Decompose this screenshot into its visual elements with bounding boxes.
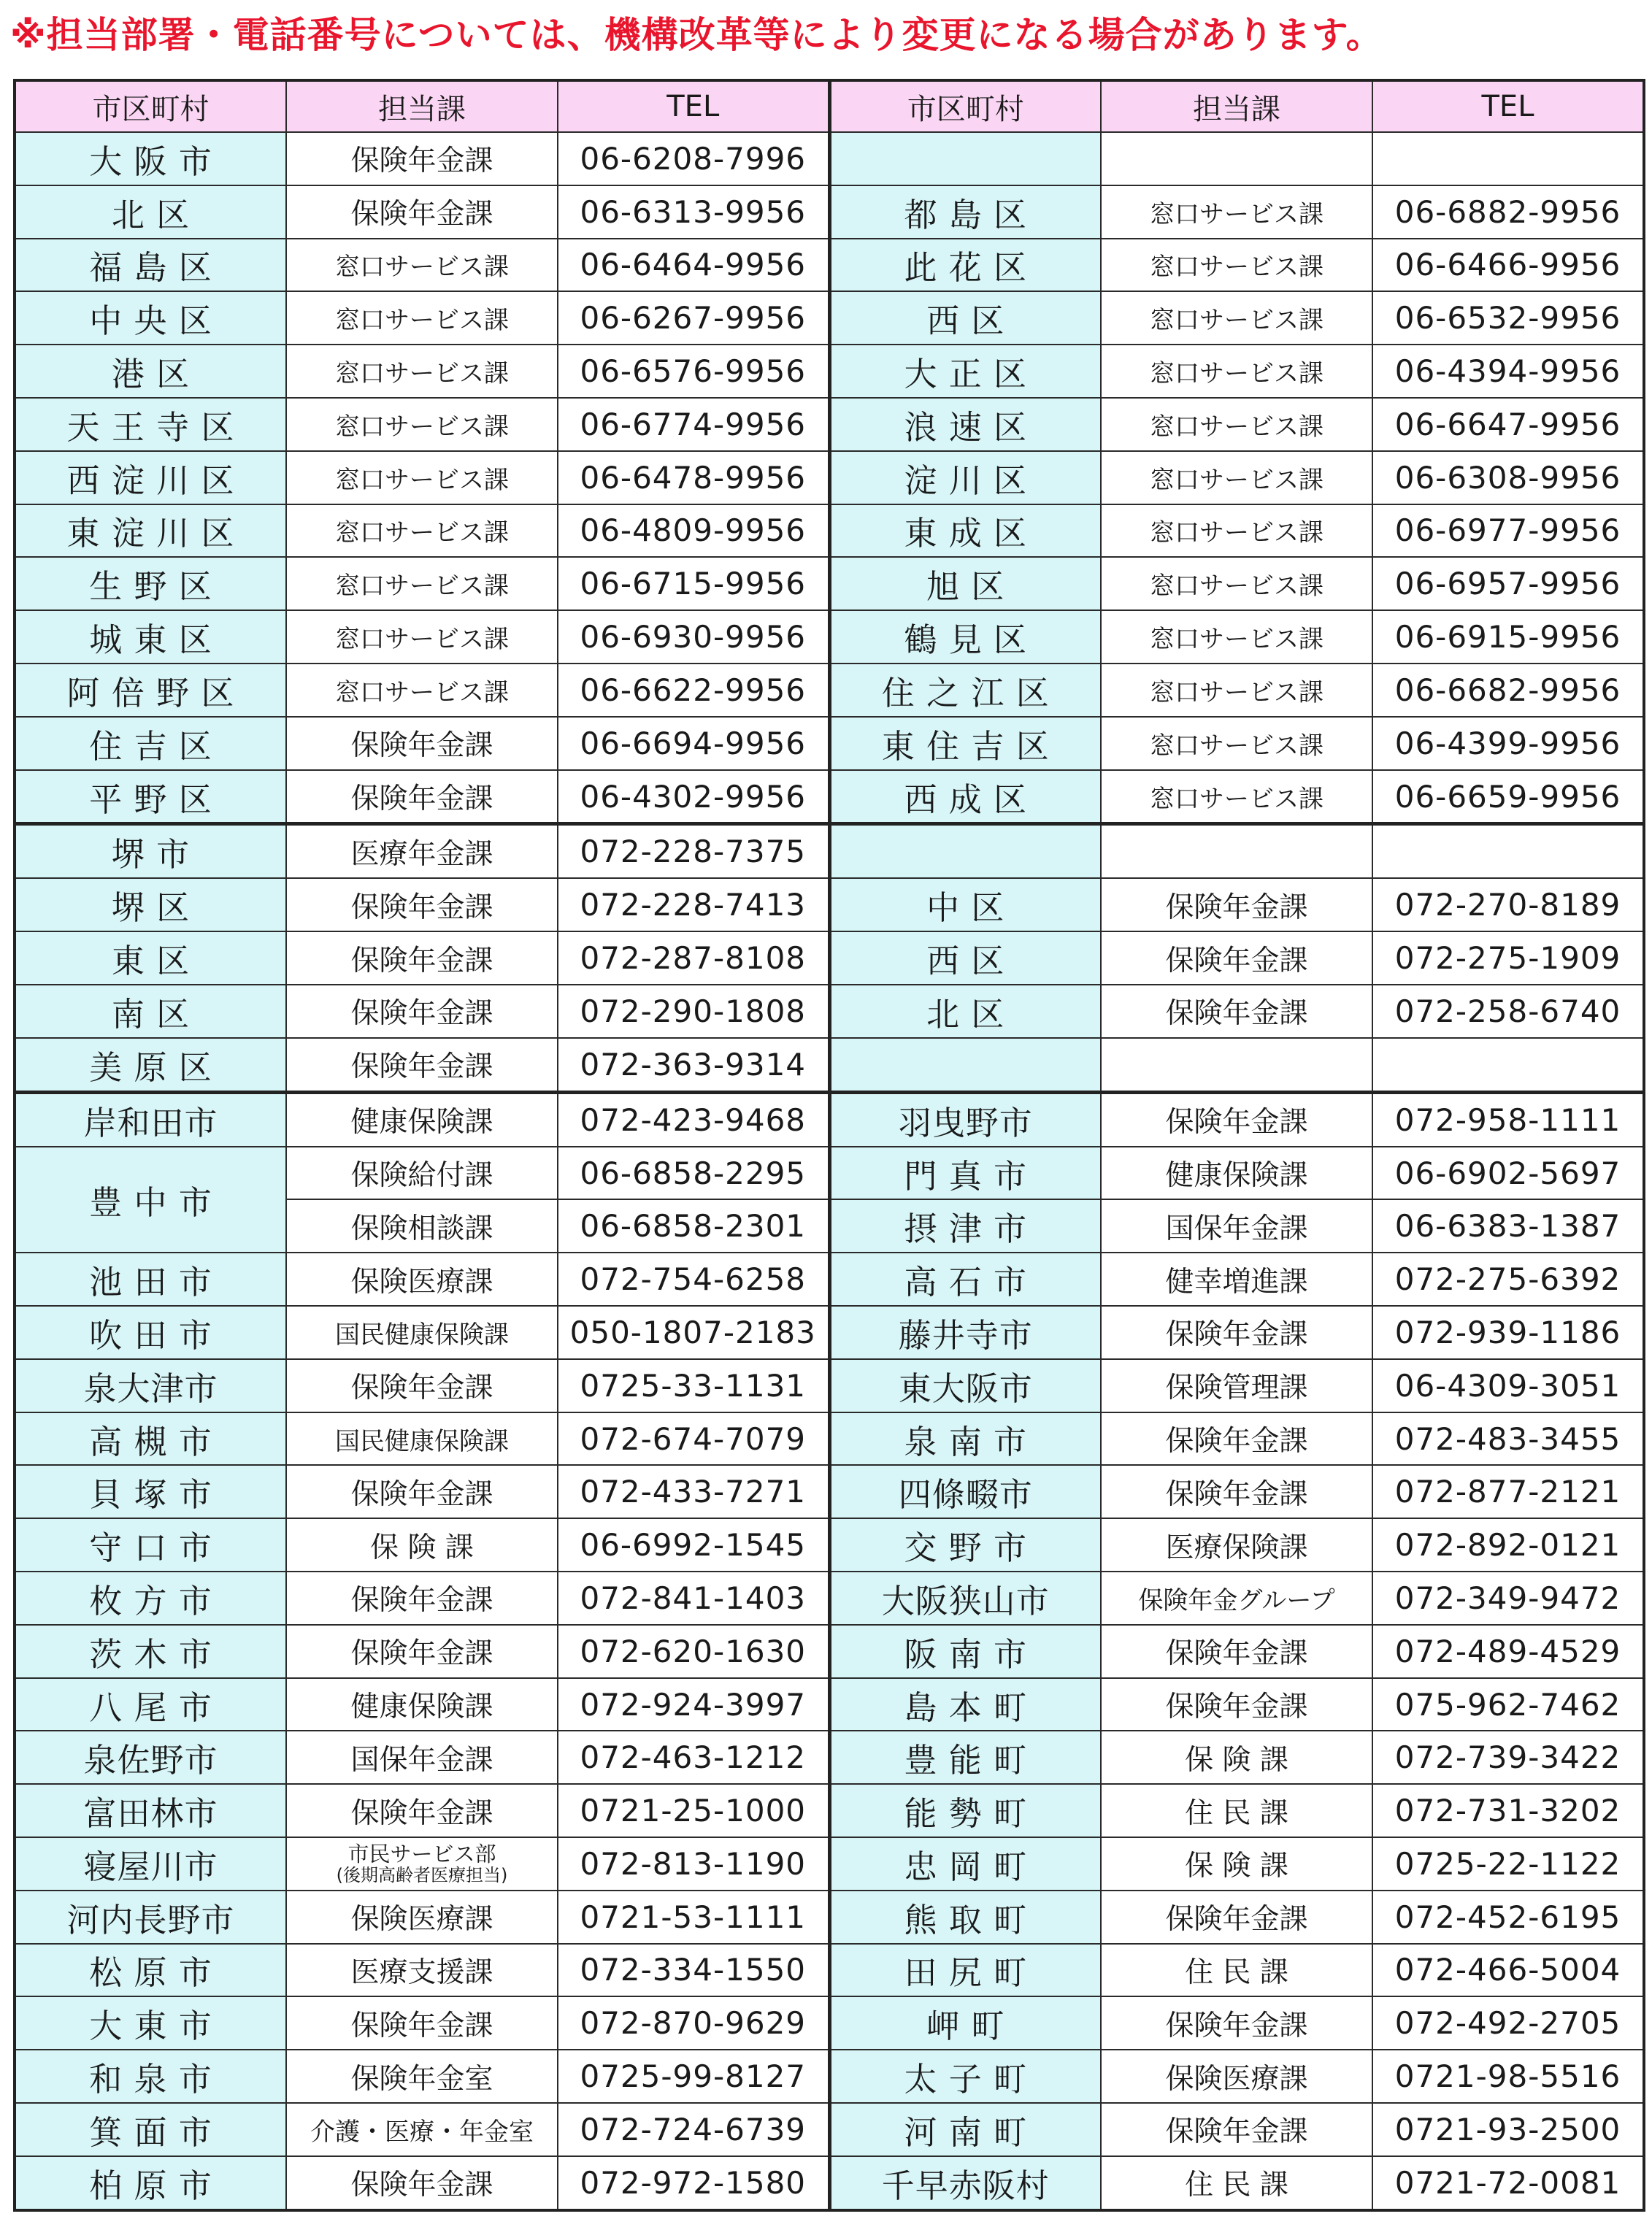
- municipality-name: 田 尻 町: [829, 1944, 1101, 1997]
- municipality-name: 岬 町: [829, 1996, 1101, 2050]
- tel-number: 06-6694-9956: [558, 717, 829, 770]
- department-name: 保険年金課: [286, 1572, 558, 1625]
- table-row: [15, 717, 1644, 770]
- municipality-name: 豊 中 市: [15, 1147, 286, 1253]
- table-row: [15, 185, 1644, 239]
- department-name: 窓口サービス課: [286, 451, 558, 504]
- tel-number: 0721-93-2500: [1372, 2103, 1644, 2156]
- department-name: 保険年金課: [1101, 2103, 1372, 2156]
- municipality-name: 吹 田 市: [15, 1306, 286, 1359]
- table-row: [15, 610, 1644, 664]
- municipality-name: 泉 南 市: [829, 1412, 1101, 1466]
- department-name: 保険年金課: [286, 1996, 558, 2050]
- tel-number: 072-228-7375: [558, 824, 829, 878]
- department-name: 住 民 課: [1101, 1944, 1372, 1997]
- tel-number: 072-363-9314: [558, 1038, 829, 1092]
- tel-number: 06-6383-1387: [1372, 1199, 1644, 1253]
- table-body: [15, 132, 1644, 2210]
- table-row: [15, 1837, 1644, 1891]
- department-main: 市民サービス部: [347, 1842, 496, 1867]
- tel-number: 072-870-9629: [558, 1996, 829, 2050]
- municipality-name: 四條畷市: [829, 1465, 1101, 1518]
- municipality-name: 河内長野市: [15, 1891, 286, 1944]
- department-name: 保険年金課: [286, 132, 558, 185]
- municipality-name: 阪 南 市: [829, 1625, 1101, 1678]
- municipality-name: 高 槻 市: [15, 1412, 286, 1466]
- tel-number: 072-287-8108: [558, 931, 829, 985]
- department-name: [1101, 824, 1372, 878]
- department-name: 保険年金グループ: [1101, 1572, 1372, 1625]
- department-name: 保険年金課: [286, 1359, 558, 1412]
- table-row: [15, 1731, 1644, 1784]
- table-row: [15, 1306, 1644, 1359]
- municipality-name: 此 花 区: [829, 239, 1101, 292]
- municipality-name: 貝 塚 市: [15, 1465, 286, 1518]
- municipality-name: 富田林市: [15, 1784, 286, 1837]
- municipality-name: 中 央 区: [15, 291, 286, 345]
- department-name: 健康保険課: [286, 1678, 558, 1731]
- department-name: 保険相談課: [286, 1199, 558, 1253]
- tel-number: 072-228-7413: [558, 878, 829, 931]
- department-name: 保険年金課: [1101, 931, 1372, 985]
- department-name: 窓口サービス課: [1101, 610, 1372, 664]
- municipality-name: 東大阪市: [829, 1359, 1101, 1412]
- department-name: 窓口サービス課: [1101, 291, 1372, 345]
- department-name: 住 民 課: [1101, 1784, 1372, 1837]
- municipality-name: 高 石 市: [829, 1253, 1101, 1306]
- tel-number: 06-6576-9956: [558, 345, 829, 398]
- tel-number: 06-6915-9956: [1372, 610, 1644, 664]
- notice-text: ※担当部署・電話番号については、機構改革等により変更になる場合があります。: [10, 14, 1383, 56]
- municipality-name: 東 住 吉 区: [829, 717, 1101, 770]
- tel-number: 06-4809-9956: [558, 504, 829, 558]
- department-name: 保険年金課: [286, 1625, 558, 1678]
- department-name: 窓口サービス課: [1101, 770, 1372, 824]
- tel-number: [1372, 824, 1644, 878]
- tel-number: 072-270-8189: [1372, 878, 1644, 931]
- table-row: [15, 1147, 1644, 1200]
- municipality-name: 茨 木 市: [15, 1625, 286, 1678]
- department-name: 保険年金課: [286, 717, 558, 770]
- municipality-name: 南 区: [15, 985, 286, 1038]
- department-name: 窓口サービス課: [286, 557, 558, 610]
- tel-number: 06-6882-9956: [1372, 185, 1644, 239]
- department-name: 国民健康保険課: [286, 1412, 558, 1466]
- tel-number: 06-6308-9956: [1372, 451, 1644, 504]
- tel-number: 0725-22-1122: [1372, 1837, 1644, 1891]
- department-name: 保険年金課: [286, 185, 558, 239]
- tel-number: 072-466-5004: [1372, 1944, 1644, 1997]
- contact-table: [13, 79, 1645, 2212]
- municipality-name: 城 東 区: [15, 610, 286, 664]
- department-name: 保険年金課: [286, 2156, 558, 2210]
- tel-number: 072-731-3202: [1372, 1784, 1644, 1837]
- tel-number: 06-6532-9956: [1372, 291, 1644, 345]
- tel-number: 050-1807-2183: [558, 1306, 829, 1359]
- department-name: 保険年金課: [1101, 1996, 1372, 2050]
- table-row: [15, 985, 1644, 1038]
- tel-number: 06-6682-9956: [1372, 664, 1644, 717]
- municipality-name: 阿 倍 野 区: [15, 664, 286, 717]
- tel-number: 072-452-6195: [1372, 1891, 1644, 1944]
- department-name: 窓口サービス課: [1101, 664, 1372, 717]
- table-row: [15, 824, 1644, 878]
- tel-number: 072-939-1186: [1372, 1306, 1644, 1359]
- tel-number: 072-877-2121: [1372, 1465, 1644, 1518]
- tel-number: 072-258-6740: [1372, 985, 1644, 1038]
- department-name: 窓口サービス課: [1101, 557, 1372, 610]
- tel-number: 072-924-3997: [558, 1678, 829, 1731]
- tel-number: 06-6992-1545: [558, 1518, 829, 1572]
- department-name: 保険年金室: [286, 2050, 558, 2103]
- municipality-name: 羽曳野市: [829, 1092, 1101, 1146]
- table-row: [15, 1784, 1644, 1837]
- table-row: [15, 931, 1644, 985]
- department-name: 窓口サービス課: [286, 291, 558, 345]
- table-row: [15, 1038, 1644, 1092]
- tel-number: 06-4302-9956: [558, 770, 829, 824]
- tel-number: 072-754-6258: [558, 1253, 829, 1306]
- department-name: 窓口サービス課: [286, 664, 558, 717]
- table-row: [15, 1678, 1644, 1731]
- department-name: 保険年金課: [286, 770, 558, 824]
- tel-number: 06-6208-7996: [558, 132, 829, 185]
- municipality-name: 八 尾 市: [15, 1678, 286, 1731]
- department-name: 国民健康保険課: [286, 1306, 558, 1359]
- department-name: 保険年金課: [286, 1038, 558, 1092]
- table-row: [15, 1412, 1644, 1466]
- municipality-name: 天 王 寺 区: [15, 398, 286, 451]
- municipality-name: 摂 津 市: [829, 1199, 1101, 1253]
- tel-number: 06-6622-9956: [558, 664, 829, 717]
- municipality-name: 東 淀 川 区: [15, 504, 286, 558]
- municipality-name: 岸和田市: [15, 1092, 286, 1146]
- tel-number: 0721-53-1111: [558, 1891, 829, 1944]
- tel-number: 0725-99-8127: [558, 2050, 829, 2103]
- municipality-name: 都 島 区: [829, 185, 1101, 239]
- tel-number: 072-892-0121: [1372, 1518, 1644, 1572]
- table-row: [15, 878, 1644, 931]
- tel-number: [1372, 132, 1644, 185]
- department-name: 窓口サービス課: [286, 610, 558, 664]
- tel-number: 072-958-1111: [1372, 1092, 1644, 1146]
- municipality-name: 大 東 市: [15, 1996, 286, 2050]
- table-row: [15, 2103, 1644, 2156]
- municipality-name: 豊 能 町: [829, 1731, 1101, 1784]
- department-name: 保険給付課: [286, 1147, 558, 1200]
- municipality-name: 千早赤阪村: [829, 2156, 1101, 2210]
- department-name: 窓口サービス課: [1101, 345, 1372, 398]
- table-row: [15, 1253, 1644, 1306]
- department-name: 健幸増進課: [1101, 1253, 1372, 1306]
- department-name: 保険年金課: [286, 931, 558, 985]
- tel-number: 072-620-1630: [558, 1625, 829, 1678]
- table-header: [15, 80, 1644, 132]
- header-municipality: 市区町村: [829, 80, 1101, 132]
- table-row: [15, 132, 1644, 185]
- municipality-name: 西 区: [829, 291, 1101, 345]
- table-row: [15, 239, 1644, 292]
- tel-number: 072-489-4529: [1372, 1625, 1644, 1678]
- municipality-name: 浪 速 区: [829, 398, 1101, 451]
- department-name: 保 険 課: [286, 1518, 558, 1572]
- tel-number: 072-674-7079: [558, 1412, 829, 1466]
- municipality-name: 熊 取 町: [829, 1891, 1101, 1944]
- municipality-name: 松 原 市: [15, 1944, 286, 1997]
- municipality-name: 西 区: [829, 931, 1101, 985]
- tel-number: 072-275-1909: [1372, 931, 1644, 985]
- municipality-name: 西 淀 川 区: [15, 451, 286, 504]
- department-name: 保険年金課: [1101, 1465, 1372, 1518]
- tel-number: 06-6858-2295: [558, 1147, 829, 1200]
- municipality-name: 太 子 町: [829, 2050, 1101, 2103]
- table-row: [15, 1359, 1644, 1412]
- table-row: [15, 1518, 1644, 1572]
- table-row: [15, 291, 1644, 345]
- tel-number: 06-6715-9956: [558, 557, 829, 610]
- table-row: [15, 1465, 1644, 1518]
- department-note: (後期高齢者医療担当): [336, 1865, 508, 1886]
- tel-number: 072-724-6739: [558, 2103, 829, 2156]
- department-name: 窓口サービス課: [1101, 451, 1372, 504]
- tel-number: 072-463-1212: [558, 1731, 829, 1784]
- municipality-name: 美 原 区: [15, 1038, 286, 1092]
- table-row: [15, 1944, 1644, 1997]
- tel-number: 06-6466-9956: [1372, 239, 1644, 292]
- tel-number: 06-6478-9956: [558, 451, 829, 504]
- department-name: [286, 1837, 558, 1891]
- table-row: [15, 1572, 1644, 1625]
- department-name: 窓口サービス課: [1101, 504, 1372, 558]
- table-row: [15, 451, 1644, 504]
- tel-number: 072-423-9468: [558, 1092, 829, 1146]
- tel-number: 072-290-1808: [558, 985, 829, 1038]
- municipality-name: 鶴 見 区: [829, 610, 1101, 664]
- department-name: 国保年金課: [286, 1731, 558, 1784]
- header-tel: TEL: [558, 80, 829, 132]
- tel-number: 06-6930-9956: [558, 610, 829, 664]
- department-name: 窓口サービス課: [286, 504, 558, 558]
- tel-number: [1372, 1038, 1644, 1092]
- department-name: 窓口サービス課: [286, 398, 558, 451]
- department-name: 保険年金課: [1101, 1412, 1372, 1466]
- municipality-name: 旭 区: [829, 557, 1101, 610]
- table-row: [15, 770, 1644, 824]
- table-row: [15, 2050, 1644, 2103]
- municipality-name: 枚 方 市: [15, 1572, 286, 1625]
- municipality-name: 藤井寺市: [829, 1306, 1101, 1359]
- table-row: [15, 1996, 1644, 2050]
- municipality-name: 忠 岡 町: [829, 1837, 1101, 1891]
- tel-number: 072-813-1190: [558, 1837, 829, 1891]
- tel-number: 072-739-3422: [1372, 1731, 1644, 1784]
- tel-number: 06-6774-9956: [558, 398, 829, 451]
- department-name: 健康保険課: [286, 1092, 558, 1146]
- table-row: [15, 398, 1644, 451]
- table-row: [15, 345, 1644, 398]
- department-name: 保 険 課: [1101, 1837, 1372, 1891]
- municipality-name: 大 阪 市: [15, 132, 286, 185]
- department-name: 保険年金課: [1101, 1306, 1372, 1359]
- department-name: 住 民 課: [1101, 2156, 1372, 2210]
- municipality-name: 生 野 区: [15, 557, 286, 610]
- municipality-name: [829, 132, 1101, 185]
- municipality-name: 島 本 町: [829, 1678, 1101, 1731]
- tel-number: 072-433-7271: [558, 1465, 829, 1518]
- department-name: 窓口サービス課: [1101, 398, 1372, 451]
- department-name: 保険年金課: [1101, 878, 1372, 931]
- department-name: 医療保険課: [1101, 1518, 1372, 1572]
- tel-number: 06-4394-9956: [1372, 345, 1644, 398]
- municipality-name: 淀 川 区: [829, 451, 1101, 504]
- municipality-name: 柏 原 市: [15, 2156, 286, 2210]
- municipality-name: 大阪狭山市: [829, 1572, 1101, 1625]
- header-municipality: 市区町村: [15, 80, 286, 132]
- municipality-name: 箕 面 市: [15, 2103, 286, 2156]
- department-name: 窓口サービス課: [286, 239, 558, 292]
- tel-number: 06-6977-9956: [1372, 504, 1644, 558]
- municipality-name: 能 勢 町: [829, 1784, 1101, 1837]
- tel-number: 06-6659-9956: [1372, 770, 1644, 824]
- department-name: 健康保険課: [1101, 1147, 1372, 1200]
- department-name: [1101, 1038, 1372, 1092]
- table-row: [15, 1092, 1644, 1146]
- tel-number: 06-4309-3051: [1372, 1359, 1644, 1412]
- department-name: [1101, 132, 1372, 185]
- municipality-name: 堺 区: [15, 878, 286, 931]
- department-name: 保険医療課: [286, 1891, 558, 1944]
- municipality-name: 守 口 市: [15, 1518, 286, 1572]
- municipality-name: 寝屋川市: [15, 1837, 286, 1891]
- municipality-name: 東 区: [15, 931, 286, 985]
- department-name: 保険年金課: [286, 985, 558, 1038]
- tel-number: 06-6267-9956: [558, 291, 829, 345]
- tel-number: 072-972-1580: [558, 2156, 829, 2210]
- tel-number: 0721-25-1000: [558, 1784, 829, 1837]
- municipality-name: 北 区: [15, 185, 286, 239]
- department-name: 保険管理課: [1101, 1359, 1372, 1412]
- department-name: 保険年金課: [286, 1465, 558, 1518]
- department-name: 保険年金課: [286, 1784, 558, 1837]
- department-name: 保険年金課: [1101, 1092, 1372, 1146]
- department-name: 医療支援課: [286, 1944, 558, 1997]
- header-department: 担当課: [1101, 80, 1372, 132]
- municipality-name: 福 島 区: [15, 239, 286, 292]
- municipality-name: 堺 市: [15, 824, 286, 878]
- department-name: 医療年金課: [286, 824, 558, 878]
- municipality-name: 東 成 区: [829, 504, 1101, 558]
- header-department: 担当課: [286, 80, 558, 132]
- table-row: [15, 504, 1644, 558]
- municipality-name: 北 区: [829, 985, 1101, 1038]
- department-name: 保険年金課: [1101, 985, 1372, 1038]
- municipality-name: 和 泉 市: [15, 2050, 286, 2103]
- department-name: 保険年金課: [1101, 1678, 1372, 1731]
- department-name: 窓口サービス課: [1101, 717, 1372, 770]
- department-name: 保 険 課: [1101, 1731, 1372, 1784]
- tel-number: 072-841-1403: [558, 1572, 829, 1625]
- municipality-name: 中 区: [829, 878, 1101, 931]
- municipality-name: 住 之 江 区: [829, 664, 1101, 717]
- municipality-name: 港 区: [15, 345, 286, 398]
- municipality-name: [829, 824, 1101, 878]
- department-name: 保険医療課: [286, 1253, 558, 1306]
- tel-number: 072-483-3455: [1372, 1412, 1644, 1466]
- municipality-name: 交 野 市: [829, 1518, 1101, 1572]
- municipality-name: 平 野 区: [15, 770, 286, 824]
- tel-number: 06-6464-9956: [558, 239, 829, 292]
- tel-number: 0725-33-1131: [558, 1359, 829, 1412]
- municipality-name: 大 正 区: [829, 345, 1101, 398]
- department-name: 窓口サービス課: [1101, 185, 1372, 239]
- department-name: 国保年金課: [1101, 1199, 1372, 1253]
- tel-number: 06-6902-5697: [1372, 1147, 1644, 1200]
- municipality-name: 住 吉 区: [15, 717, 286, 770]
- department-name: 窓口サービス課: [286, 345, 558, 398]
- tel-number: 072-275-6392: [1372, 1253, 1644, 1306]
- table-row: [15, 1891, 1644, 1944]
- municipality-name: [829, 1038, 1101, 1092]
- tel-number: 072-349-9472: [1372, 1572, 1644, 1625]
- tel-number: 06-6313-9956: [558, 185, 829, 239]
- municipality-name: 河 南 町: [829, 2103, 1101, 2156]
- tel-number: 0721-98-5516: [1372, 2050, 1644, 2103]
- department-name: 保険年金課: [286, 878, 558, 931]
- municipality-name: 泉佐野市: [15, 1731, 286, 1784]
- tel-number: 06-6858-2301: [558, 1199, 829, 1253]
- municipality-name: 門 真 市: [829, 1147, 1101, 1200]
- table-row: [15, 557, 1644, 610]
- tel-number: 072-334-1550: [558, 1944, 829, 1997]
- department-name: 窓口サービス課: [1101, 239, 1372, 292]
- department-name: 保険医療課: [1101, 2050, 1372, 2103]
- table-row: [15, 664, 1644, 717]
- department-name: 保険年金課: [1101, 1891, 1372, 1944]
- tel-number: 06-6957-9956: [1372, 557, 1644, 610]
- header-tel: TEL: [1372, 80, 1644, 132]
- municipality-name: 池 田 市: [15, 1253, 286, 1306]
- tel-number: 072-492-2705: [1372, 1996, 1644, 2050]
- tel-number: 06-4399-9956: [1372, 717, 1644, 770]
- municipality-name: 西 成 区: [829, 770, 1101, 824]
- tel-number: 0721-72-0081: [1372, 2156, 1644, 2210]
- table-row: [15, 1625, 1644, 1678]
- table-row: [15, 2156, 1644, 2210]
- department-name: 介護・医療・年金室: [286, 2103, 558, 2156]
- municipality-name: 泉大津市: [15, 1359, 286, 1412]
- tel-number: 075-962-7462: [1372, 1678, 1644, 1731]
- department-name: 保険年金課: [1101, 1625, 1372, 1678]
- tel-number: 06-6647-9956: [1372, 398, 1644, 451]
